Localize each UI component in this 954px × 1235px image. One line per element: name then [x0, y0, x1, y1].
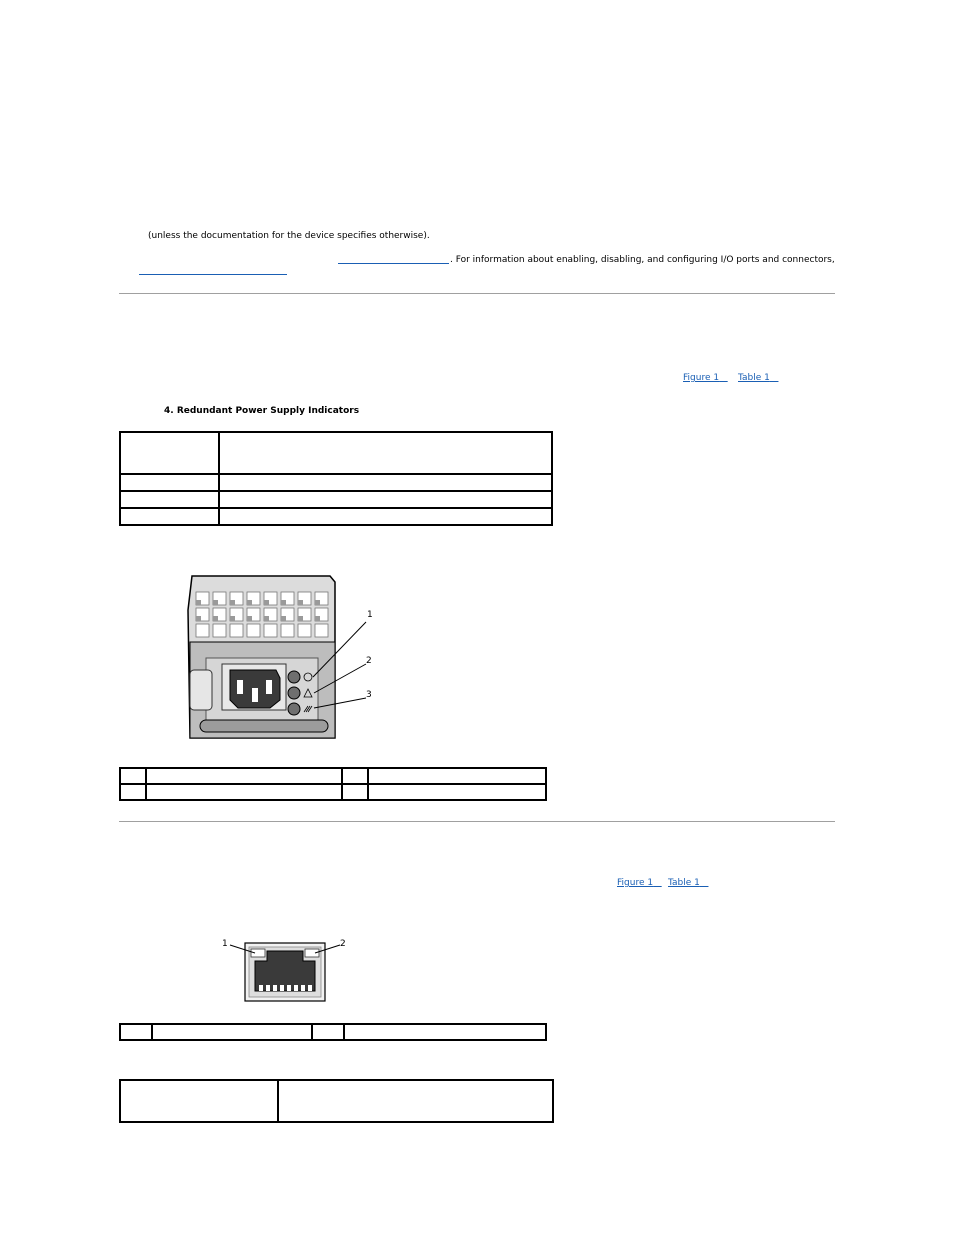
- callout-legend-table: [119, 767, 547, 801]
- table-header-row: [120, 1080, 553, 1122]
- table-row: [120, 491, 552, 508]
- table-link[interactable]: Table 1: [738, 373, 770, 383]
- section-divider: [119, 821, 835, 822]
- callout-label-3: 3: [366, 690, 372, 700]
- nic-callout-legend-table: [119, 1023, 547, 1041]
- figure-link[interactable]: Figure 1: [683, 373, 720, 383]
- table-row: [120, 784, 546, 800]
- table-row: [120, 768, 546, 784]
- link-underline-blank[interactable]: [139, 274, 287, 275]
- table-link[interactable]: Table 1: [668, 878, 700, 888]
- device-documentation-note: (unless the documentation for the device specifies otherwise).: [148, 231, 430, 241]
- table-row: [120, 474, 552, 491]
- callout-label-2: 2: [340, 939, 346, 949]
- table-row: [120, 1024, 546, 1040]
- table-row: [120, 508, 552, 525]
- table-caption: 4. Redundant Power Supply Indicators: [164, 406, 360, 416]
- io-ports-text: . For information about enabling, disabling, and configuring I/O ports and connectors,: [450, 255, 835, 265]
- callout-label-2: 2: [366, 656, 372, 666]
- callout-label-1: 1: [367, 610, 373, 620]
- nic-indicator-table: [119, 1079, 554, 1123]
- power-supply-indicator-table: [119, 431, 553, 526]
- callout-label-1: 1: [222, 939, 228, 949]
- table-header-row: [120, 432, 552, 474]
- link-underline-blank[interactable]: [338, 263, 449, 264]
- nic-connector-illustration: [215, 935, 355, 1005]
- figure-link[interactable]: Figure 1: [617, 878, 654, 888]
- power-supply-illustration: [180, 570, 380, 745]
- section-divider: [119, 293, 835, 294]
